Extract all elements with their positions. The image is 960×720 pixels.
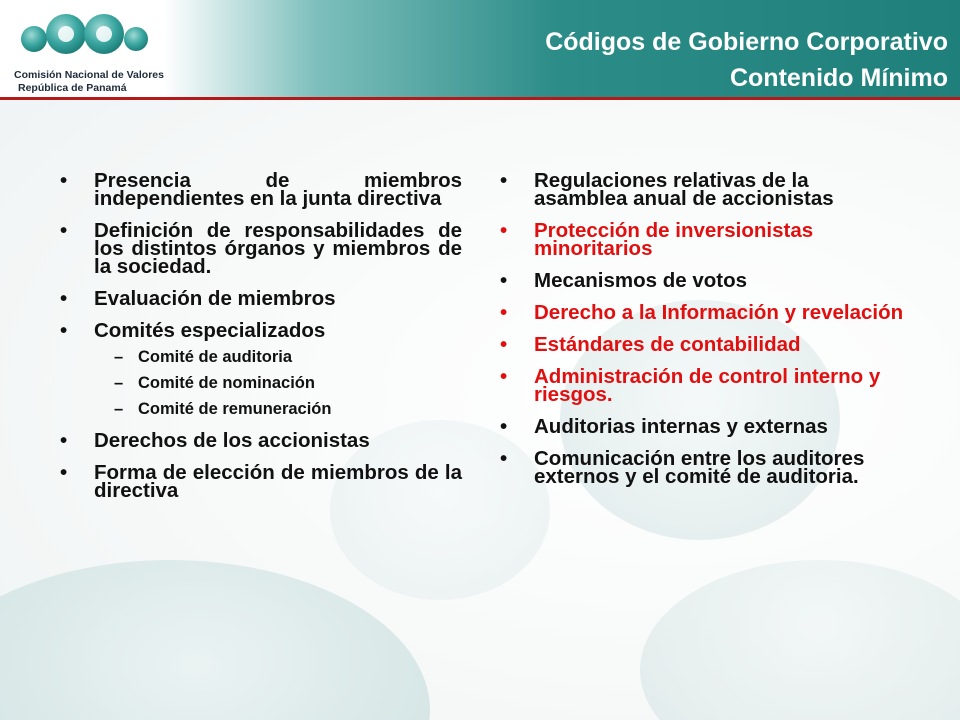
list-item: • Presencia de miembros independientes en la junta directiva bbox=[60, 172, 462, 208]
sub-list-item: – Comité de nominación bbox=[60, 374, 462, 392]
left-column bbox=[60, 169, 462, 514]
list-item-highlighted: • Derecho a la Información y revelación bbox=[500, 304, 905, 322]
list-item: • Comunicación entre los auditores externos y el comité de auditoria. bbox=[500, 450, 905, 486]
slide-title bbox=[545, 24, 948, 96]
list-item: • Definición de responsabilidades de los distintos órganos y miembros de la sociedad. bbox=[60, 222, 462, 276]
title-line-2: Contenido Mínimo bbox=[729, 64, 948, 92]
cnv-logo bbox=[14, 6, 164, 94]
left-bullet-list bbox=[60, 169, 462, 502]
sub-list-item: – Comité de auditoria bbox=[60, 348, 462, 366]
header-bar bbox=[0, 0, 960, 97]
title-line-1: Códigos de Gobierno Corporativo bbox=[545, 28, 948, 56]
list-item: • Derechos de los accionistas bbox=[60, 432, 462, 450]
list-item-highlighted: • Estándares de contabilidad bbox=[500, 336, 905, 354]
logo-circles-icon bbox=[14, 6, 164, 66]
logo-country: República de Panamá bbox=[18, 82, 127, 94]
list-item: • Auditorias internas y externas bbox=[500, 418, 905, 436]
right-bullet-list bbox=[500, 169, 905, 488]
list-item: • Regulaciones relativas de la asamblea anual de accionistas bbox=[500, 172, 905, 208]
list-item-highlighted: • Administración de control interno y riesgos. bbox=[500, 368, 905, 404]
list-item: • Forma de elección de miembros de la directiva bbox=[60, 464, 462, 500]
list-item-highlighted: • Protección de inversionistas minoritarios bbox=[500, 222, 905, 258]
logo-org-name: Comisión Nacional de Valores bbox=[14, 69, 164, 81]
list-item: • Comités especializados bbox=[60, 322, 462, 340]
list-item: • Evaluación de miembros bbox=[60, 290, 462, 308]
background-disc bbox=[640, 560, 960, 720]
list-item: • Mecanismos de votos bbox=[500, 272, 905, 290]
sub-list-item: – Comité de remuneración bbox=[60, 400, 462, 418]
right-column bbox=[500, 169, 905, 500]
header-divider bbox=[0, 97, 960, 100]
background-disc bbox=[0, 560, 430, 720]
